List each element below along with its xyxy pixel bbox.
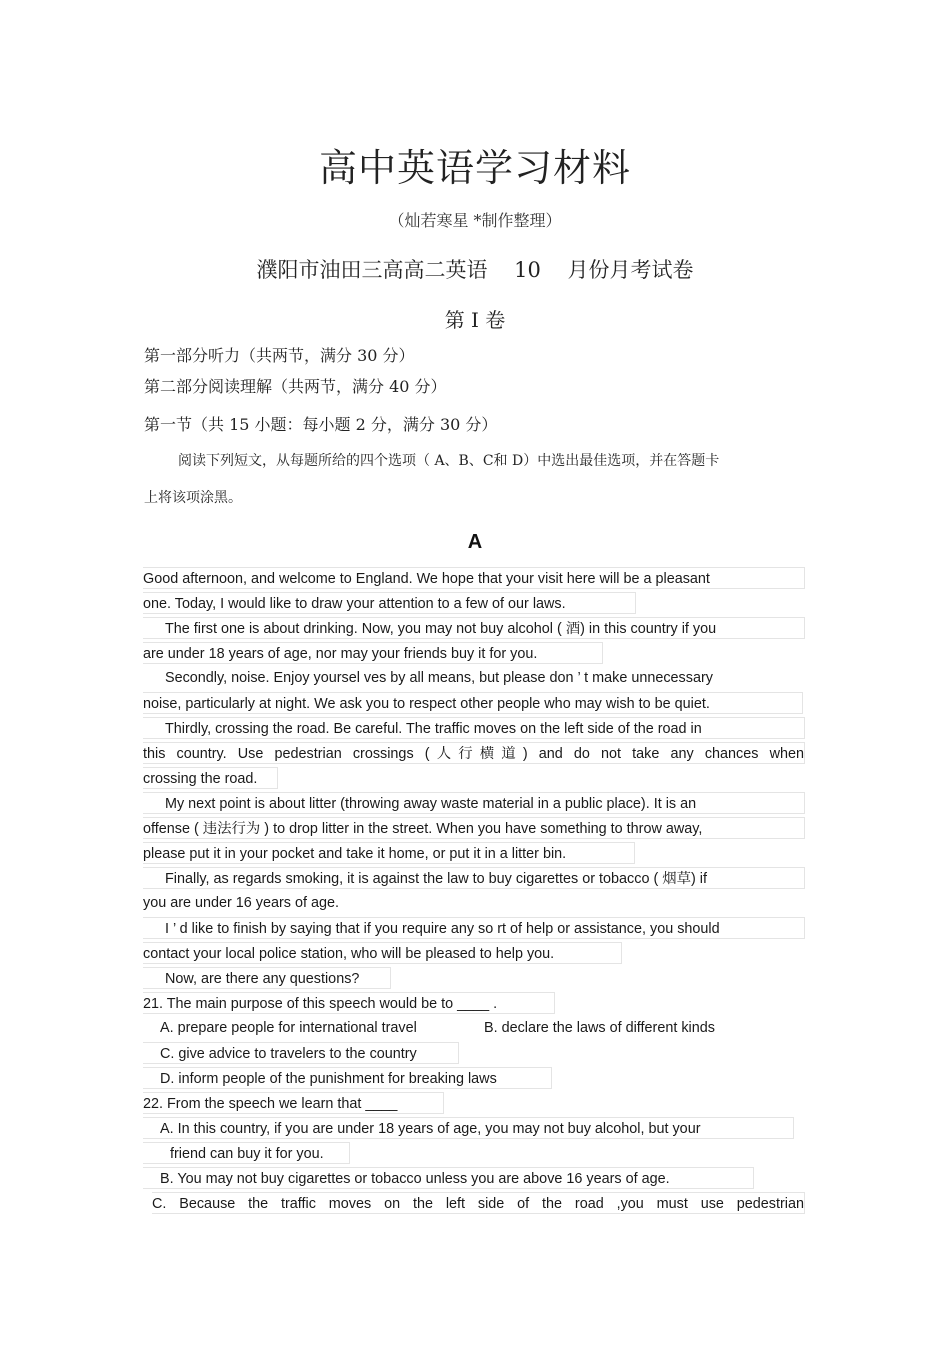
- question-22-option-a-cont: friend can buy it for you.: [143, 1142, 350, 1164]
- passage-line: Finally, as regards smoking, it is against the law to buy cigarettes or tobacco ( 烟草) if: [143, 867, 805, 889]
- passage-line: Good afternoon, and welcome to England. We hope that your visit here will be a pleasant: [143, 567, 805, 589]
- passage-line: one. Today, I would like to draw your attention to a few of our laws.: [143, 592, 636, 614]
- passage-line: contact your local police station, who will be pleased to help you.: [143, 942, 622, 964]
- part2-heading: 第二部分阅读理解（共两节，满分 40 分）: [144, 377, 447, 396]
- passage-line: Now, are there any questions?: [143, 967, 391, 989]
- passage-line: you are under 16 years of age.: [143, 895, 340, 911]
- passage-label: A: [467, 531, 483, 553]
- question-21-option-c: C. give advice to travelers to the country: [143, 1042, 459, 1064]
- question-22-stem: 22. From the speech we learn that ____: [143, 1092, 444, 1114]
- passage-line: noise, particularly at night. We ask you to respect other people who may wish to be quiet.: [143, 692, 803, 714]
- question-22-option-b: B. You may not buy cigarettes or tobacco unless you are above 16 years of age.: [143, 1167, 754, 1189]
- passage-line: crossing the road.: [143, 767, 278, 789]
- passage-line: offense ( 违法行为 ) to drop litter in the street. When you have something to throw away,: [143, 817, 805, 839]
- passage-line: The first one is about drinking. Now, you may not buy alcohol ( 酒) in this country if you: [143, 617, 805, 639]
- question-21-option-b: B. declare the laws of different kinds: [484, 1020, 715, 1036]
- passage-line: Secondly, noise. Enjoy yoursel ves by all means, but please don ’ t make unnecessary: [165, 670, 713, 686]
- question-22-option-c: C. Because the traffic moves on the left side of the road ,you must use pedestrian: [152, 1192, 805, 1214]
- passage-line: I ’ d like to finish by saying that if you require any so rt of help or assistance, you should: [143, 917, 805, 939]
- passage-line: Thirdly, crossing the road. Be careful. The traffic moves on the left side of the road in: [143, 717, 805, 739]
- question-21-stem: 21. The main purpose of this speech would be to ____ .: [143, 992, 555, 1014]
- question-21-option-a: A. prepare people for international travel: [160, 1020, 417, 1036]
- document-subtitle: （灿若寒星 *制作整理）: [388, 211, 562, 230]
- volume-title: 第 I 卷: [444, 308, 506, 332]
- instruction-line-2: 上将该项涂黑。: [144, 490, 242, 506]
- exam-title: 濮阳市油田三高高二英语 10 月份月考试卷: [256, 258, 694, 282]
- instruction-line-1: 阅读下列短文，从每题所给的四个选项（ A、B、C和 D）中选出最佳选项，并在答题卡: [178, 453, 720, 469]
- passage-line: this country. Use pedestrian crossings (人行横道) and do not take any chances when: [143, 742, 805, 764]
- question-22-option-a: A. In this country, if you are under 18 years of age, you may not buy alcohol, but your: [143, 1117, 794, 1139]
- part1-heading: 第一部分听力（共两节，满分 30 分）: [144, 346, 415, 365]
- document-title: 高中英语学习材料: [318, 146, 631, 190]
- passage-line: My next point is about litter (throwing away waste material in a public place). It is an: [143, 792, 805, 814]
- passage-line: are under 18 years of age, nor may your friends buy it for you.: [143, 642, 603, 664]
- section1-heading: 第一节（共 15 小题：每小题 2 分，满分 30 分）: [144, 415, 498, 434]
- question-21-option-d: D. inform people of the punishment for breaking laws: [143, 1067, 552, 1089]
- passage-line: please put it in your pocket and take it home, or put it in a litter bin.: [143, 842, 635, 864]
